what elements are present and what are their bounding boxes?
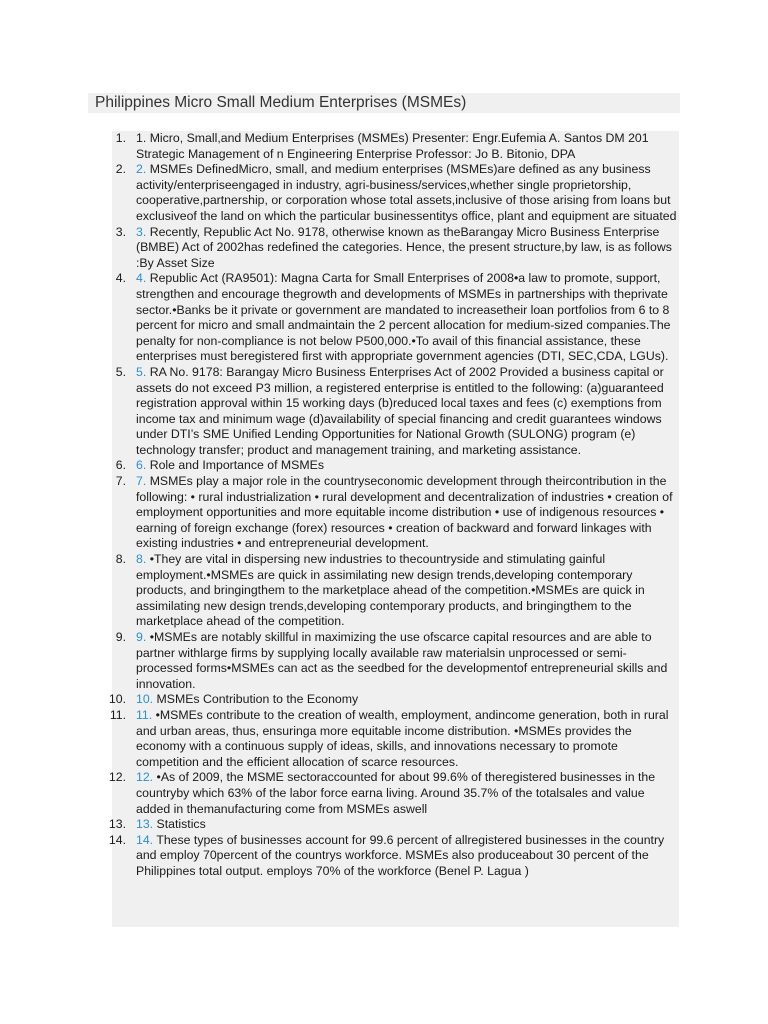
list-item-number: 9. <box>115 630 126 644</box>
list-item <box>108 832 679 880</box>
list-item <box>109 707 679 770</box>
slide-number-link[interactable]: 8. <box>136 552 147 567</box>
list-item-text: Statistics <box>156 817 206 832</box>
list-item-text: MSMEs Contribution to the Economy <box>156 692 359 707</box>
list-item-number: 5. <box>115 364 126 379</box>
list-item-text: •MSMEs contribute to the creation of wealth, employment, andincome generation, both in rural and urban areas, thus, ensuringa more equitable income distribution. •MSMEs provides the economy with a continuous supply of ideas, skills, and innovations necessary to promote competition and the efficient allocation of scarce resources. <box>136 707 669 769</box>
list-item-text: •As of 2009, the MSME sectoraccounted for about 99.6% of theregistered businesses in the countryby which 63% of the labor force earna living. Around 35.7% of the totalsales and value added in themanufacturing come from MSMEs aswell <box>136 770 656 816</box>
slide-number-link[interactable]: 3. <box>136 224 147 239</box>
list-item-number: 12. <box>108 770 126 785</box>
list-item-text: •MSMEs are notably skillful in maximizing the use ofscarce capital resources and are able to partner withlarge firms by supplying locally available raw materialsin unprocessed or semi-processed forms•MSMEs can act as the seedbed for the developmentof entrepreneurial skills and innovation. <box>136 630 668 691</box>
list-item <box>108 817 679 833</box>
content-list-box <box>108 131 679 927</box>
list-item <box>112 131 679 162</box>
slide-list <box>108 131 679 880</box>
list-item-text: Republic Act (RA9501): Magna Carta for Small Enterprises of 2008•a law to promote, support, strengthen and encourage thegrowth and developments of MSMEs in partnerships with theprivate sector.•Banks be it private or government are mandated to increasetheir loan portfolios from 6 to 8 percent for micro and small andmaintain the 2 percent allocation for medium-sized companies.The penalty for non-compliance is not below P500,000.•To avail of this financial assistance, these enterprises must beregistered first with appropriate government agencies (DTI, SEC,CDA, LGUs). <box>136 271 671 364</box>
list-item-number: 7. <box>115 474 126 489</box>
list-item-text: Micro, Small,and Medium Enterprises (MSMEs) Presenter: Engr.Eufemia A. Santos DM 201 Strategic Management of n Engineering Enterprise Professor: Jo B. Bitonio, DPA <box>136 131 649 161</box>
slide-number-link[interactable]: 14. <box>136 832 154 847</box>
slide-number-link[interactable]: 11. <box>136 707 153 722</box>
slide-number-link[interactable]: 9. <box>136 630 147 644</box>
list-item-number: 2. <box>115 162 126 177</box>
list-item <box>112 271 679 365</box>
list-item-text: •They are vital in dispersing new industries to thecountryside and stimulating gainful employment.•MSMEs are quick in assimilating new design trends,developing contemporary products, and bringingthem to the marketplace ahead of the competition.•MSMEs are quick in assimilating new design trends,developing contemporary products, and bringingthem to the marketplace ahead of the competition. <box>136 552 645 629</box>
list-item-number: 1. <box>115 131 126 145</box>
list-item <box>112 458 679 474</box>
list-item <box>112 552 679 630</box>
list-item <box>112 630 679 692</box>
list-item-number: 13. <box>108 817 126 832</box>
list-item-text: MSMEs DefinedMicro, small, and medium enterprises (MSMEs)are defined as any business activity/enterpriseengaged in industry, agri-business/services,whether single proprietorship, cooperative,partnership, or corporation whose total assets,inclusive of those arising from loans but exclusiveof the land on which the particular businessentitys office, plant and equipment are situated <box>136 162 677 223</box>
list-item-number: 14. <box>108 832 126 847</box>
list-item-text: These types of businesses account for 99.6 percent of allregistered businesses in the country and employ 70percent of the countrys workforce. MSMEs also produceabout 30 percent of the Philippines total output. employs 70% of the workforce (Benel P. Lagua ) <box>136 832 665 878</box>
list-item-number: 3. <box>115 224 126 239</box>
list-item-number: 11. <box>109 707 126 722</box>
list-item-number: 6. <box>115 458 126 473</box>
slide-number-link[interactable]: 7. <box>136 474 147 489</box>
list-item <box>112 365 679 459</box>
list-item <box>112 474 679 552</box>
slide-number-link[interactable]: 10. <box>136 692 154 707</box>
slide-number-link[interactable]: 5. <box>136 364 147 379</box>
slide-number-link[interactable]: 4. <box>136 271 147 286</box>
slide-number-link[interactable]: 13. <box>136 817 154 832</box>
list-item <box>108 692 679 708</box>
list-item <box>108 770 679 817</box>
list-item-text: RA No. 9178: Barangay Micro Business Enterprises Act of 2002 Provided a business capital or assets do not exceed P3 million, a registered enterprise is entitled to the following: (a)guaranteed registration approval within 15 working days (b)reduced local taxes and fees (c) exemptions from income tax and minimum wage (d)availability of special financing and credit guarantees windows under DTI’s SME Unified Lending Opportunities for National Growth (SULONG) program (e) technology transfer; product and management training, and marketing assistance. <box>136 364 664 457</box>
page-title: Philippines Micro Small Medium Enterprises (MSMEs) <box>95 94 467 111</box>
list-item <box>112 225 679 272</box>
title-bar <box>88 93 680 113</box>
slide-number: 1. <box>136 131 147 145</box>
list-item-number: 4. <box>115 271 126 286</box>
list-item-number: 8. <box>115 552 126 567</box>
slide-number-link[interactable]: 2. <box>136 162 147 177</box>
list-item-number: 10. <box>108 692 126 707</box>
list-item-text: MSMEs play a major role in the countryseconomic development through theircontribution in the following: • rural industrialization • rural development and decentralization of industries • creation of employment opportunities and more equitable income distribution • use of indigenous resources • earning of foreign exchange (forex) resources • creation of backward and forward linkages with existing industries • and entrepreneurial development. <box>136 474 673 551</box>
list-item <box>112 162 679 224</box>
list-item-text: Recently, Republic Act No. 9178, otherwise known as theBarangay Micro Business Enterprise (BMBE) Act of 2002has redefined the categories. Hence, the present structure,by law, is as follows :By Asset Size <box>136 224 672 270</box>
slide-number-link[interactable]: 12. <box>136 770 154 785</box>
list-item-text: Role and Importance of MSMEs <box>149 458 324 473</box>
slide-number-link[interactable]: 6. <box>136 458 147 473</box>
